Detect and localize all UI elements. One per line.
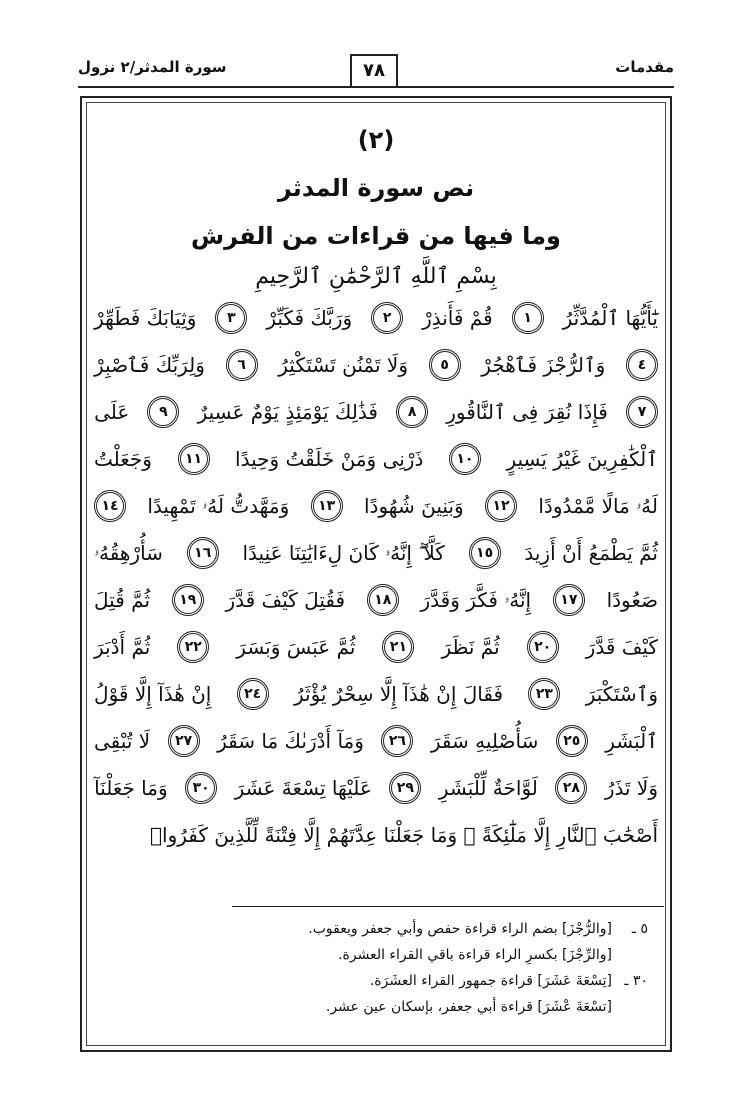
verse-number-marker: ١٢: [485, 490, 517, 522]
verse-number-marker: ٢٦: [381, 725, 413, 757]
text-line: [94, 529, 658, 576]
verse-text: فَقُتِلَ كَيْفَ قَدَّرَ: [225, 587, 346, 612]
verse-text: وَلَا تَذَرُ: [604, 775, 658, 800]
verse-number-marker: ٢٤: [237, 678, 269, 710]
text-line: [94, 623, 658, 670]
verse-number-marker: ١١: [178, 443, 210, 475]
verse-text: وَبَنِينَ شُهُودًا: [363, 493, 464, 518]
text-line: [94, 388, 658, 435]
verse-text: وَٱلرُّجْزَ فَٱهْجُرْ: [481, 352, 606, 377]
text-line: [94, 717, 658, 764]
verse-number-marker: ٤: [626, 349, 658, 381]
verse-text: وَلِرَبِّكَ فَٱصْبِرْ: [94, 352, 205, 377]
verse-number-marker: ٦: [226, 349, 258, 381]
verse-number-marker: ١٥: [469, 537, 501, 569]
verse-text: ٱلْبَشَرِ: [605, 728, 658, 753]
verse-number-marker: ٢: [371, 302, 403, 334]
verse-number-marker: ٥: [429, 349, 461, 381]
verse-number-marker: ٨: [396, 396, 428, 428]
footnote-number: ٥ ـ: [631, 921, 648, 937]
verse-number-marker: ٢٧: [168, 725, 200, 757]
quran-text: [94, 294, 658, 858]
verse-number-marker: ٣٠: [185, 772, 217, 804]
verse-number-marker: ١٧: [553, 584, 585, 616]
verse-text: يَٰٓأَيُّهَا ٱلْمُدَّثِّرُ: [562, 305, 658, 330]
verse-number-marker: ٢٢: [177, 631, 209, 663]
basmala: بِسْمِ ٱللَّهِ ٱلرَّحْمَٰنِ ٱلرَّحِيمِ: [255, 264, 497, 289]
footnote: [102, 968, 648, 994]
verse-text: لَوَّاحَةٌ لِّلْبَشَرِ: [438, 775, 538, 800]
verse-number-marker: ١٦: [187, 537, 219, 569]
footnote-text: [والرُّجْزَ] بضم الراء قراءة حفص وأبي جعفر ويعقوب.: [308, 921, 612, 937]
verse-text: وَلَا تَمْنُن تَسْتَكْثِرُ: [278, 352, 408, 377]
text-line: [94, 294, 658, 341]
verse-text: صَعُودًا: [606, 587, 658, 612]
verse-number-marker: ٢٠: [527, 631, 559, 663]
verse-text: لَهُۥ مَالًا مَّمْدُودًا: [538, 493, 658, 518]
verse-text: فَإِذَا نُقِرَ فِى ٱلنَّاقُورِ: [446, 399, 608, 424]
footnote-text: [تِسْعَةَ عَشَرَ] قراءة جمهور القراء العشَرَة.: [369, 973, 612, 989]
text-line: [94, 435, 658, 482]
text-frame: [80, 96, 672, 1052]
text-line: [94, 764, 658, 811]
verse-text: وَمَا جَعَلْنَآ: [94, 775, 168, 800]
verse-text: أَصْحَٰبَ ٱلنَّارِ إِلَّا مَلَٰٓئِكَةً ۙ وَمَا جَعَلْنَا عِدَّتَهُمْ إِلَّا فِتْنَةً لِّلَّذِينَ كَفَرُوا۟: [150, 822, 658, 847]
verse-number-marker: ٧: [626, 396, 658, 428]
verse-number-marker: ١٩: [172, 584, 204, 616]
verse-text: لَا تُبْقِى: [94, 728, 151, 753]
verse-number-marker: ٢٣: [528, 678, 560, 710]
verse-text: وَجَعَلْتُ: [94, 446, 152, 471]
verse-number-marker: ٢١: [382, 631, 414, 663]
verse-text: عَلَى: [94, 399, 130, 424]
footnote-text: [تسْعَةَ عْشَرَ] قراءة أبي جعفر، بإسكان عين عشر.: [325, 999, 612, 1015]
verse-text: ثُمَّ عَبَسَ وَبَسَرَ: [236, 634, 356, 659]
verse-text: كَيْفَ قَدَّرَ: [585, 634, 658, 659]
page-subtitle: وما فيها من قراءات من الفرش: [191, 222, 561, 250]
footnote-text: [والرِّجْزَ] بكسرِ الراء قراءة باقي القراء العشرة.: [338, 947, 612, 963]
verse-text: عَلَيْهَا تِسْعَةَ عَشَرَ: [234, 775, 372, 800]
page-number: ٧٨: [350, 54, 398, 86]
text-line: [94, 482, 658, 529]
verse-number-marker: ٣: [215, 302, 247, 334]
footnotes: [102, 916, 648, 1020]
verse-number-marker: ١٣: [311, 490, 343, 522]
verse-text: كَلَّآ ۖ إِنَّهُۥ كَانَ لِءَايَٰتِنَا عَنِيدًا: [242, 540, 445, 565]
footnote-divider: [232, 906, 664, 907]
verse-number-marker: ٢٥: [556, 725, 588, 757]
verse-number-marker: ١٨: [367, 584, 399, 616]
verse-number-marker: ١٠: [449, 443, 481, 475]
verse-text: وَمَهَّدتُّ لَهُۥ تَمْهِيدًا: [147, 493, 290, 518]
footnote-number: ٣٠ ـ: [624, 973, 648, 989]
verse-text: وَرَبَّكَ فَكَبِّرْ: [266, 305, 353, 330]
verse-number-marker: ٢٩: [389, 772, 421, 804]
footnote: [102, 942, 648, 968]
verse-text: ثُمَّ قُتِلَ: [94, 587, 151, 612]
text-line: [94, 811, 658, 858]
verse-text: إِنَّهُۥ فَكَّرَ وَقَدَّرَ: [420, 587, 532, 612]
verse-text: ٱلْكَٰفِرِينَ غَيْرُ يَسِيرٍ: [506, 446, 658, 471]
verse-text: فَقَالَ إِنْ هَٰذَآ إِلَّا سِحْرٌ يُؤْثَرُ: [293, 681, 504, 706]
verse-number-marker: ١٤: [94, 490, 126, 522]
verse-text: ذَرْنِى وَمَنْ خَلَقْتُ وَحِيدًا: [235, 446, 424, 471]
text-line: [94, 670, 658, 717]
verse-text: قُمْ فَأَنذِرْ: [422, 305, 493, 330]
text-line: [94, 576, 658, 623]
running-header: [78, 52, 674, 88]
section-number: (٢): [357, 126, 395, 154]
verse-text: وَثِيَابَكَ فَطَهِّرْ: [94, 305, 197, 330]
footnote: [102, 994, 648, 1020]
verse-text: وَمَآ أَدْرَىٰكَ مَا سَقَرُ: [217, 728, 364, 753]
footnote: [102, 916, 648, 942]
verse-text: ثُمَّ يَطْمَعُ أَنْ أَزِيدَ: [524, 540, 658, 565]
verse-text: وَٱسْتَكْبَرَ: [585, 681, 658, 706]
verse-text: فَذَٰلِكَ يَوْمَئِذٍ يَوْمٌ عَسِيرٌ: [197, 399, 378, 424]
page-title: نص سورة المدثر: [277, 174, 475, 202]
verse-text: إِنْ هَٰذَآ إِلَّا قَوْلُ: [94, 681, 212, 706]
verse-text: ثُمَّ نَظَرَ: [441, 634, 500, 659]
verse-text: ثُمَّ أَدْبَرَ: [94, 634, 151, 659]
section-title: مقدمات: [615, 58, 674, 76]
verse-text: سَأُصْلِيهِ سَقَرَ: [430, 728, 539, 753]
text-line: [94, 341, 658, 388]
verse-text: سَأُرْهِقُهُۥ: [94, 540, 163, 565]
verse-number-marker: ٢٨: [555, 772, 587, 804]
verse-number-marker: ٩: [147, 396, 179, 428]
verse-number-marker: ١: [512, 302, 544, 334]
chapter-title: سورة المدثر/٢ نزول: [78, 58, 227, 76]
